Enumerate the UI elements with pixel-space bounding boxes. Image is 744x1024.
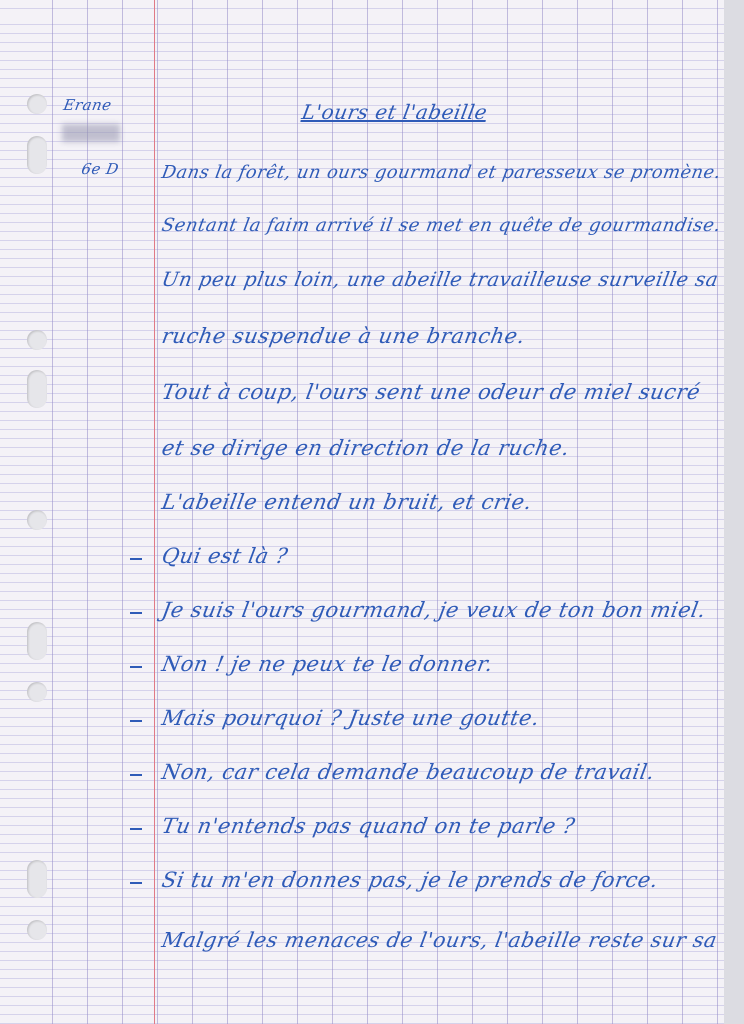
margin-line [154, 0, 155, 1024]
dialogue-line: Non ! je ne peux te le donner. [160, 652, 496, 676]
redacted-name [62, 124, 120, 142]
binder-hole [27, 682, 47, 702]
dialogue-line: Je suis l'ours gourmand, je veux de ton bon miel. [160, 598, 708, 622]
class-label: 6e D [80, 160, 121, 178]
text-line: Dans la forêt, un ours gourmand et paresseux se promène. [160, 162, 723, 183]
dialogue-dash [130, 774, 142, 776]
text-line: ruche suspendue à une branche. [160, 324, 527, 348]
page-title: L'ours et l'abeille [300, 100, 490, 124]
dialogue-dash [130, 612, 142, 614]
binder-hole [27, 330, 47, 350]
dialogue-dash [130, 882, 142, 884]
binder-hole [27, 622, 47, 660]
dialogue-line: Mais pourquoi ? Juste une goutte. [160, 706, 542, 730]
text-line: et se dirige en direction de la ruche. [160, 436, 572, 460]
binder-hole [27, 136, 47, 174]
dialogue-dash [130, 666, 142, 668]
text-line: Malgré les menaces de l'ours, l'abeille reste sur sa [160, 928, 720, 952]
binder-hole [27, 94, 47, 114]
text-line: Sentant la faim arrivé il se met en quête de gourmandise. [160, 215, 723, 236]
binder-hole [27, 370, 47, 408]
binder-hole [27, 920, 47, 940]
text-line: L'abeille entend un bruit, et crie. [160, 490, 534, 514]
dialogue-dash [130, 558, 142, 560]
dialogue-line: Qui est là ? [160, 544, 290, 568]
text-line: Tout à coup, l'ours sent une odeur de miel sucré [160, 380, 703, 404]
dialogue-line: Si tu m'en donnes pas, je le prends de force. [160, 868, 661, 892]
background-edge [724, 0, 744, 1024]
student-name: Erane [62, 96, 114, 114]
dialogue-dash [130, 828, 142, 830]
binder-hole [27, 860, 47, 898]
dialogue-line: Non, car cela demande beaucoup de travail. [160, 760, 657, 784]
dialogue-line: Tu n'entends pas quand on te parle ? [160, 814, 577, 838]
binder-hole [27, 510, 47, 530]
dialogue-dash [130, 720, 142, 722]
text-line: Un peu plus loin, une abeille travailleuse surveille sa [160, 268, 721, 291]
